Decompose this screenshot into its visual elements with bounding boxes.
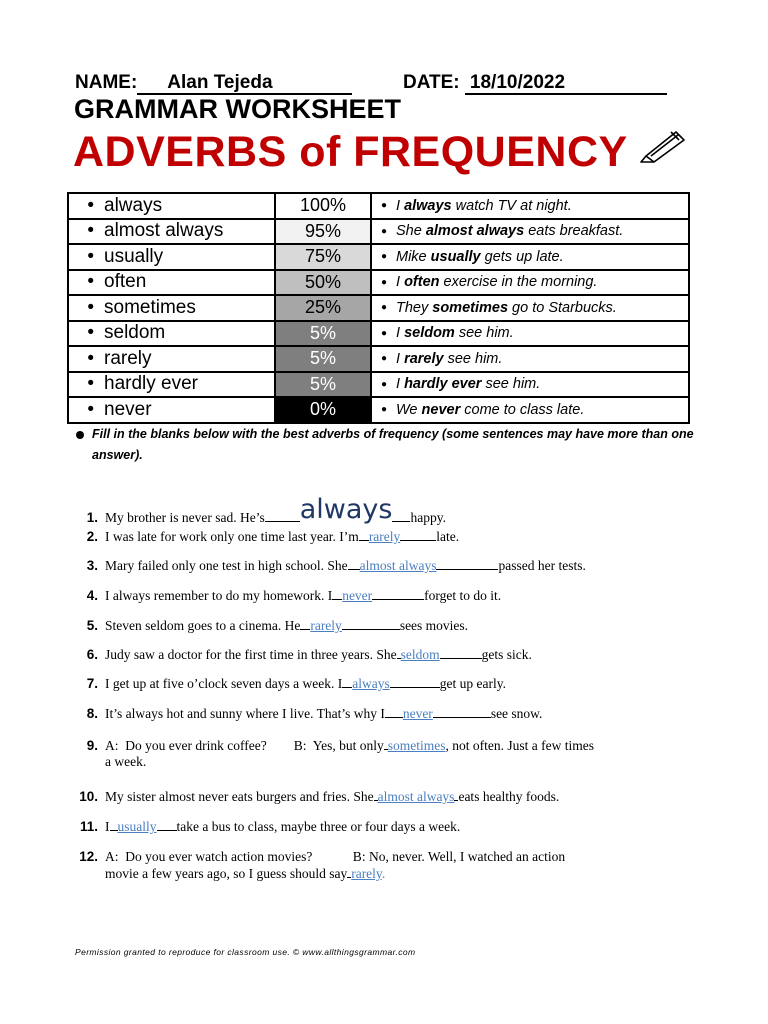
question-8 [70, 705, 542, 722]
bullet-icon [76, 431, 84, 439]
date-label: DATE: [403, 72, 460, 93]
question-text: It’s always hot and sunny where I live. That’s why I [105, 706, 385, 721]
percent-cell: 25% [275, 295, 371, 321]
percent-cell: 75% [275, 244, 371, 270]
answer[interactable]: almost always [377, 789, 455, 804]
adverb-cell [68, 372, 275, 398]
percent-cell: 50% [275, 270, 371, 296]
adverb-cell [68, 346, 275, 372]
example-text: I [396, 350, 405, 367]
bullet-icon: ● [380, 404, 387, 416]
bullet-icon: ● [380, 378, 387, 390]
example-adverb: always [404, 197, 452, 214]
blank [265, 509, 300, 522]
example-adverb: rarely [404, 350, 444, 367]
adverb-cell [68, 270, 275, 296]
question-text: I get up at five o’clock seven days a week. I [105, 676, 343, 691]
adverb-label: often [104, 271, 147, 293]
adverb-cell [68, 295, 275, 321]
example-text: see him. [443, 350, 503, 367]
name-line [75, 72, 352, 95]
answer-handwritten[interactable]: always [299, 494, 393, 525]
question-text: late. [436, 529, 460, 544]
blank [392, 509, 410, 522]
example-text: We [396, 401, 422, 418]
example-text: They [396, 299, 433, 316]
example-text: I [396, 197, 405, 214]
pencil-icon [640, 130, 690, 171]
percent-cell: 0% [275, 397, 371, 423]
frequency-row [68, 372, 689, 398]
example-adverb: seldom [404, 325, 455, 342]
question-number: 9. [86, 738, 98, 753]
question-text: Mary failed only one test in high school. She [105, 558, 348, 573]
question-number: 7. [86, 676, 98, 691]
answer[interactable]: usually [117, 819, 157, 834]
example-adverb: hardly ever [404, 376, 482, 393]
example-adverb: often [404, 274, 440, 291]
question-text: , not often. Just a few times [445, 738, 594, 753]
percent-cell: 5% [275, 372, 371, 398]
percent-cell: 5% [275, 321, 371, 347]
question-1 [70, 494, 446, 529]
question-text: take a bus to class, maybe three or four days a week. [176, 819, 461, 834]
adverb-label: seldom [104, 322, 166, 344]
bullet-icon: • [87, 245, 94, 267]
question-text: get up early. [439, 676, 507, 691]
question-text: I always remember to do my homework. I [105, 588, 333, 603]
question-text: My sister almost never eats burgers and fries. She [105, 789, 374, 804]
example-cell [371, 321, 689, 347]
question-text: see snow. [490, 706, 543, 721]
adverb-cell [68, 321, 275, 347]
question-text-line2: a week. [105, 754, 147, 769]
blank [300, 617, 310, 630]
example-text: come to class late. [460, 401, 585, 418]
example-text: watch TV at night. [451, 197, 572, 214]
instructions [76, 424, 716, 466]
footer-permission: Permission granted to reproduce for classroom use. © www.allthingsgrammar.com [75, 947, 416, 957]
answer[interactable]: rarely [310, 618, 342, 633]
adverb-cell [68, 244, 275, 270]
bullet-icon: • [87, 194, 94, 216]
blank [342, 617, 400, 630]
blank [332, 587, 342, 600]
bullet-icon: ● [380, 276, 387, 288]
frequency-row [68, 397, 689, 423]
adverb-cell [68, 219, 275, 245]
blank [436, 557, 498, 570]
blank [110, 818, 118, 831]
percent-cell: 100% [275, 193, 371, 219]
date-line [403, 72, 667, 95]
bullet-icon: ● [380, 225, 387, 237]
example-cell [371, 397, 689, 423]
adverb-label: usually [104, 245, 164, 267]
example-adverb: never [421, 401, 461, 418]
frequency-row [68, 193, 689, 219]
adverb-label: almost always [104, 220, 224, 242]
answer[interactable]: seldom [400, 647, 440, 662]
adverb-label: rarely [104, 347, 152, 369]
example-text: She [396, 223, 426, 240]
answer[interactable]: never [342, 588, 373, 603]
question-number: 8. [86, 706, 98, 721]
bullet-icon: ● [380, 353, 387, 365]
question-text: A: Do you ever watch action movies? B: No, never. Well, I watched an action [105, 849, 566, 864]
frequency-row [68, 295, 689, 321]
question-11 [70, 818, 460, 835]
question-text: I was late for work only one time last year. I’m [105, 529, 359, 544]
example-cell [371, 295, 689, 321]
question-text: happy. [410, 510, 446, 525]
question-number: 10. [79, 789, 98, 804]
bullet-icon: ● [380, 302, 387, 314]
question-number: 11. [79, 819, 98, 834]
question-7 [70, 675, 506, 692]
percent-cell: 5% [275, 346, 371, 372]
example-text: go to Starbucks. [508, 299, 617, 316]
blank [385, 705, 403, 718]
question-9 [70, 737, 594, 770]
name-field[interactable]: Alan Tejeda [137, 73, 352, 95]
question-text: A: Do you ever drink coffee? B: Yes, but only [105, 738, 384, 753]
frequency-table [67, 192, 690, 424]
example-adverb: sometimes [432, 299, 509, 316]
question-number: 5. [86, 618, 98, 633]
example-text: Mike [396, 248, 431, 265]
date-field[interactable]: 18/10/2022 [465, 73, 667, 95]
question-6 [70, 646, 532, 663]
adverb-label: hardly ever [104, 373, 198, 395]
bullet-icon: ● [380, 251, 387, 263]
example-text: I [396, 325, 405, 342]
question-text: forget to do it. [424, 588, 502, 603]
example-text: I [396, 376, 405, 393]
question-text: eats healthy foods. [458, 789, 560, 804]
example-cell [371, 219, 689, 245]
frequency-row [68, 270, 689, 296]
blank [372, 587, 424, 600]
example-adverb: almost always [425, 223, 525, 240]
question-text-line2: movie a few years ago, so I guess should say [105, 866, 348, 881]
bullet-icon: ● [380, 327, 387, 339]
instructions-text: Fill in the blanks below with the best adverbs of frequency (some sentences may have more than one answer). [92, 427, 694, 462]
question-text: gets sick. [481, 647, 532, 662]
blank [348, 557, 360, 570]
question-2 [70, 528, 459, 545]
frequency-row [68, 346, 689, 372]
question-4 [70, 587, 501, 604]
example-cell [371, 244, 689, 270]
answer[interactable]: always [352, 676, 390, 691]
name-label: NAME: [75, 72, 138, 93]
question-number: 12. [79, 849, 98, 864]
frequency-row [68, 244, 689, 270]
frequency-row [68, 321, 689, 347]
example-cell [371, 270, 689, 296]
question-number: 6. [86, 647, 98, 662]
example-text: see him. [481, 376, 541, 393]
example-text: eats breakfast. [524, 223, 624, 240]
answer[interactable]: almost always [359, 558, 437, 573]
example-text: I [396, 274, 405, 291]
question-text: Judy saw a doctor for the first time in three years. She [105, 647, 397, 662]
page-title: ADVERBS of FREQUENCY [73, 128, 628, 176]
example-cell [371, 372, 689, 398]
percent-cell: 95% [275, 219, 371, 245]
adverb-label: never [104, 398, 152, 420]
question-number: 1. [86, 510, 98, 525]
answer[interactable]: rarely [351, 866, 382, 881]
blank [400, 528, 436, 541]
answer[interactable]: rarely [368, 529, 401, 544]
adverb-cell [68, 397, 275, 423]
blank [157, 818, 177, 831]
question-text: Steven seldom goes to a cinema. He [105, 618, 301, 633]
question-12 [70, 849, 565, 882]
bullet-icon: • [87, 322, 94, 344]
question-text: sees movies. [399, 618, 469, 633]
question-text: . [381, 866, 386, 881]
question-number: 4. [86, 588, 98, 603]
example-text: exercise in the morning. [439, 274, 598, 291]
example-cell [371, 193, 689, 219]
blank [342, 675, 352, 688]
adverb-label: sometimes [104, 296, 196, 318]
question-text: passed her tests. [498, 558, 586, 573]
bullet-icon: • [87, 220, 94, 242]
question-5 [70, 617, 468, 634]
question-number: 2. [86, 529, 98, 544]
question-text: I [105, 819, 110, 834]
example-text: gets up late. [480, 248, 564, 265]
frequency-row [68, 219, 689, 245]
adverb-label: always [104, 194, 163, 216]
bullet-icon: • [87, 271, 94, 293]
blank [390, 675, 440, 688]
question-3 [70, 557, 586, 574]
example-text: see him. [454, 325, 514, 342]
answer[interactable]: never [402, 706, 433, 721]
question-text: My brother is never sad. He’s [105, 510, 265, 525]
blank [359, 528, 369, 541]
bullet-icon: ● [380, 200, 387, 212]
example-adverb: usually [430, 248, 481, 265]
example-cell [371, 346, 689, 372]
blank [433, 705, 491, 718]
bullet-icon: • [87, 373, 94, 395]
bullet-icon: • [87, 398, 94, 420]
answer[interactable]: sometimes [387, 738, 446, 753]
bullet-icon: • [87, 296, 94, 318]
blank [440, 646, 482, 659]
worksheet-title: GRAMMAR WORKSHEET [74, 94, 401, 124]
bullet-icon: • [87, 347, 94, 369]
question-10 [70, 788, 559, 805]
adverb-cell [68, 193, 275, 219]
question-number: 3. [86, 558, 98, 573]
